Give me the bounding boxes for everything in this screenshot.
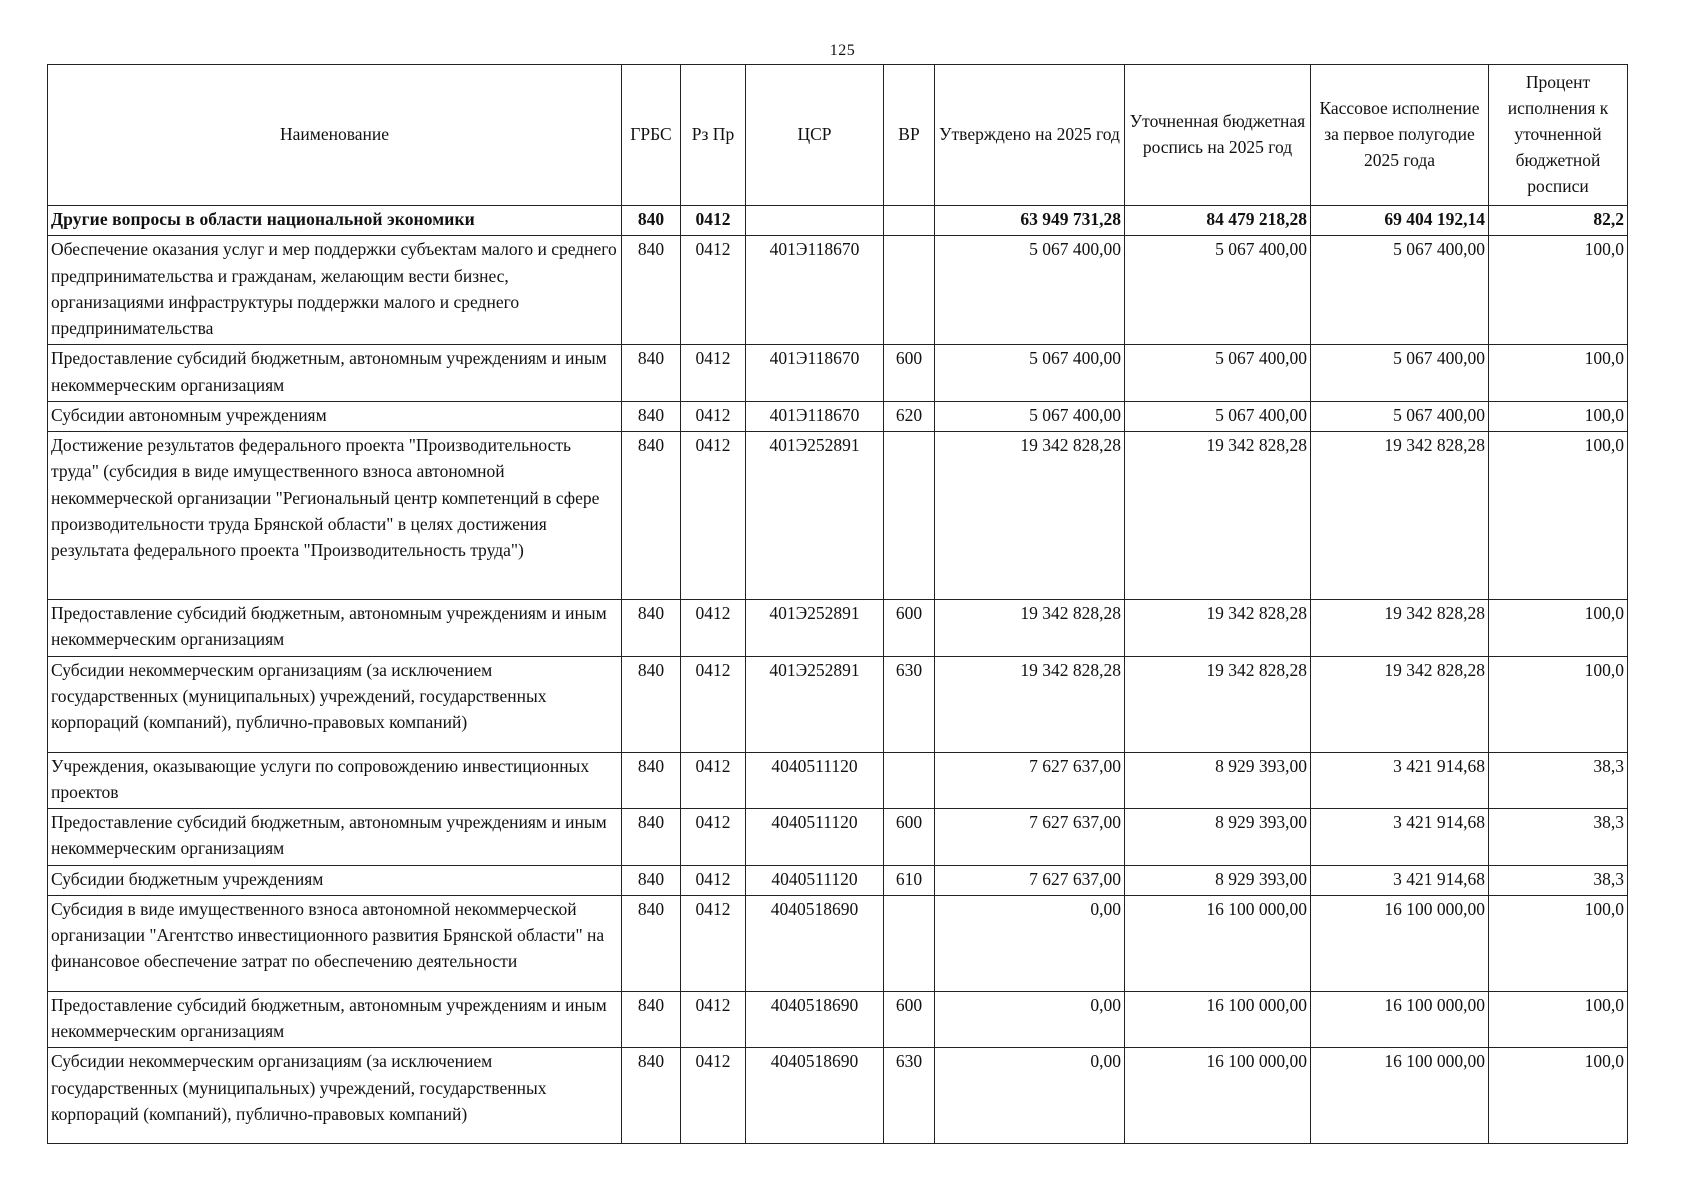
cell-cash: 16 100 000,00 <box>1311 1048 1489 1144</box>
cell-csr: 401Э118670 <box>746 236 884 345</box>
cell-vr <box>884 236 935 345</box>
cell-name: Предоставление субсидий бюджетным, автономным учреждениям и иным некоммерческим организациям <box>48 345 622 402</box>
cell-grbs: 840 <box>622 432 681 600</box>
table-row <box>48 656 1628 752</box>
table-row <box>48 236 1628 345</box>
cell-rzpr: 0412 <box>681 865 746 895</box>
cell-percent: 100,0 <box>1489 236 1628 345</box>
cell-approved: 0,00 <box>935 1048 1125 1144</box>
cell-grbs: 840 <box>622 865 681 895</box>
cell-csr: 4040518690 <box>746 895 884 991</box>
table-row <box>48 206 1628 236</box>
cell-name: Другие вопросы в области национальной экономики <box>48 206 622 236</box>
cell-csr: 4040518690 <box>746 991 884 1048</box>
cell-cash: 19 342 828,28 <box>1311 600 1489 657</box>
cell-grbs: 840 <box>622 656 681 752</box>
cell-approved: 7 627 637,00 <box>935 865 1125 895</box>
cell-grbs: 840 <box>622 206 681 236</box>
cell-name: Субсидия в виде имущественного взноса автономной некоммерческой организации "Агентство инвестиционного развития Брянской области" на финансовое обеспечение затрат по обеспечению деятельности <box>48 895 622 991</box>
cell-specified: 5 067 400,00 <box>1125 345 1311 402</box>
table-row <box>48 345 1628 402</box>
cell-name: Субсидии автономным учреждениям <box>48 401 622 431</box>
cell-approved: 19 342 828,28 <box>935 432 1125 600</box>
cell-vr: 610 <box>884 865 935 895</box>
cell-percent: 100,0 <box>1489 345 1628 402</box>
header-percent: Процент исполнения к уточненной бюджетной росписи <box>1489 65 1628 206</box>
cell-specified: 8 929 393,00 <box>1125 752 1311 809</box>
cell-specified: 84 479 218,28 <box>1125 206 1311 236</box>
cell-csr <box>746 206 884 236</box>
cell-percent: 82,2 <box>1489 206 1628 236</box>
cell-cash: 3 421 914,68 <box>1311 752 1489 809</box>
cell-cash: 5 067 400,00 <box>1311 236 1489 345</box>
cell-grbs: 840 <box>622 600 681 657</box>
cell-cash: 19 342 828,28 <box>1311 432 1489 600</box>
cell-percent: 38,3 <box>1489 809 1628 866</box>
cell-rzpr: 0412 <box>681 809 746 866</box>
budget-table <box>47 64 1628 1144</box>
cell-percent: 38,3 <box>1489 752 1628 809</box>
header-cash: Кассовое исполнение за первое полугодие 2025 года <box>1311 65 1489 206</box>
cell-approved: 19 342 828,28 <box>935 600 1125 657</box>
cell-name: Предоставление субсидий бюджетным, автономным учреждениям и иным некоммерческим организациям <box>48 991 622 1048</box>
cell-grbs: 840 <box>622 809 681 866</box>
cell-rzpr: 0412 <box>681 236 746 345</box>
cell-rzpr: 0412 <box>681 206 746 236</box>
cell-grbs: 840 <box>622 991 681 1048</box>
cell-name: Обеспечение оказания услуг и мер поддержки субъектам малого и среднего предпринимательства и гражданам, желающим вести бизнес, организациями инфраструктуры поддержки малого и среднего предпринимательства <box>48 236 622 345</box>
cell-grbs: 840 <box>622 895 681 991</box>
cell-csr: 401Э118670 <box>746 401 884 431</box>
cell-cash: 5 067 400,00 <box>1311 345 1489 402</box>
cell-vr <box>884 206 935 236</box>
cell-percent: 100,0 <box>1489 895 1628 991</box>
cell-approved: 5 067 400,00 <box>935 236 1125 345</box>
cell-percent: 100,0 <box>1489 401 1628 431</box>
cell-rzpr: 0412 <box>681 432 746 600</box>
cell-specified: 5 067 400,00 <box>1125 236 1311 345</box>
cell-specified: 16 100 000,00 <box>1125 991 1311 1048</box>
header-approved: Утверждено на 2025 год <box>935 65 1125 206</box>
cell-vr: 600 <box>884 600 935 657</box>
cell-rzpr: 0412 <box>681 752 746 809</box>
cell-approved: 19 342 828,28 <box>935 656 1125 752</box>
cell-percent: 100,0 <box>1489 600 1628 657</box>
cell-specified: 8 929 393,00 <box>1125 865 1311 895</box>
cell-csr: 401Э118670 <box>746 345 884 402</box>
cell-rzpr: 0412 <box>681 895 746 991</box>
cell-specified: 16 100 000,00 <box>1125 1048 1311 1144</box>
cell-name: Субсидии некоммерческим организациям (за исключением государственных (муниципальных) учреждений, государственных корпораций (компаний), публично-правовых компаний) <box>48 656 622 752</box>
cell-vr: 600 <box>884 345 935 402</box>
cell-specified: 5 067 400,00 <box>1125 401 1311 431</box>
cell-cash: 69 404 192,14 <box>1311 206 1489 236</box>
cell-cash: 16 100 000,00 <box>1311 991 1489 1048</box>
cell-csr: 4040511120 <box>746 752 884 809</box>
cell-approved: 0,00 <box>935 991 1125 1048</box>
header-grbs: ГРБС <box>622 65 681 206</box>
cell-percent: 38,3 <box>1489 865 1628 895</box>
cell-approved: 63 949 731,28 <box>935 206 1125 236</box>
table-row <box>48 865 1628 895</box>
table-row <box>48 991 1628 1048</box>
cell-rzpr: 0412 <box>681 600 746 657</box>
header-vr: ВР <box>884 65 935 206</box>
cell-rzpr: 0412 <box>681 656 746 752</box>
header-name: Наименование <box>48 65 622 206</box>
cell-csr: 401Э252891 <box>746 600 884 657</box>
cell-approved: 5 067 400,00 <box>935 345 1125 402</box>
cell-vr: 600 <box>884 991 935 1048</box>
cell-cash: 19 342 828,28 <box>1311 656 1489 752</box>
cell-approved: 0,00 <box>935 895 1125 991</box>
cell-rzpr: 0412 <box>681 345 746 402</box>
cell-grbs: 840 <box>622 345 681 402</box>
cell-vr <box>884 895 935 991</box>
table-row <box>48 432 1628 600</box>
cell-percent: 100,0 <box>1489 991 1628 1048</box>
cell-vr <box>884 432 935 600</box>
cell-approved: 7 627 637,00 <box>935 809 1125 866</box>
cell-percent: 100,0 <box>1489 432 1628 600</box>
cell-cash: 3 421 914,68 <box>1311 865 1489 895</box>
cell-csr: 4040511120 <box>746 865 884 895</box>
cell-cash: 5 067 400,00 <box>1311 401 1489 431</box>
cell-csr: 401Э252891 <box>746 656 884 752</box>
cell-grbs: 840 <box>622 236 681 345</box>
cell-grbs: 840 <box>622 752 681 809</box>
cell-vr <box>884 752 935 809</box>
cell-name: Предоставление субсидий бюджетным, автономным учреждениям и иным некоммерческим организациям <box>48 809 622 866</box>
table-row <box>48 600 1628 657</box>
cell-percent: 100,0 <box>1489 656 1628 752</box>
cell-approved: 5 067 400,00 <box>935 401 1125 431</box>
cell-grbs: 840 <box>622 401 681 431</box>
header-specified: Уточненная бюджетная роспись на 2025 год <box>1125 65 1311 206</box>
cell-rzpr: 0412 <box>681 401 746 431</box>
cell-csr: 4040518690 <box>746 1048 884 1144</box>
cell-vr: 620 <box>884 401 935 431</box>
cell-specified: 19 342 828,28 <box>1125 656 1311 752</box>
cell-name: Субсидии некоммерческим организациям (за исключением государственных (муниципальных) учреждений, государственных корпораций (компаний), публично-правовых компаний) <box>48 1048 622 1144</box>
cell-name: Учреждения, оказывающие услуги по сопровождению инвестиционных проектов <box>48 752 622 809</box>
cell-csr: 401Э252891 <box>746 432 884 600</box>
table-row <box>48 895 1628 991</box>
cell-specified: 19 342 828,28 <box>1125 600 1311 657</box>
cell-csr: 4040511120 <box>746 809 884 866</box>
table-row <box>48 809 1628 866</box>
cell-vr: 600 <box>884 809 935 866</box>
cell-grbs: 840 <box>622 1048 681 1144</box>
cell-cash: 16 100 000,00 <box>1311 895 1489 991</box>
cell-percent: 100,0 <box>1489 1048 1628 1144</box>
table-row <box>48 1048 1628 1144</box>
cell-rzpr: 0412 <box>681 991 746 1048</box>
table-row <box>48 752 1628 809</box>
cell-approved: 7 627 637,00 <box>935 752 1125 809</box>
table-row <box>48 401 1628 431</box>
header-rzpr: Рз Пр <box>681 65 746 206</box>
table-header-row <box>48 65 1628 206</box>
cell-specified: 8 929 393,00 <box>1125 809 1311 866</box>
cell-name: Субсидии бюджетным учреждениям <box>48 865 622 895</box>
cell-vr: 630 <box>884 656 935 752</box>
cell-specified: 16 100 000,00 <box>1125 895 1311 991</box>
cell-cash: 3 421 914,68 <box>1311 809 1489 866</box>
table-body <box>48 206 1628 1144</box>
cell-name: Предоставление субсидий бюджетным, автономным учреждениям и иным некоммерческим организациям <box>48 600 622 657</box>
cell-vr: 630 <box>884 1048 935 1144</box>
cell-rzpr: 0412 <box>681 1048 746 1144</box>
cell-specified: 19 342 828,28 <box>1125 432 1311 600</box>
cell-name: Достижение результатов федерального проекта "Производительность труда" (субсидия в виде имущественного взноса автономной некоммерческой организации "Региональный центр компетенций в сфере производительности труда Брянской области" в целях достижения результата федерального проекта "Производительность труда") <box>48 432 622 600</box>
header-csr: ЦСР <box>746 65 884 206</box>
page-number: 125 <box>829 42 856 59</box>
